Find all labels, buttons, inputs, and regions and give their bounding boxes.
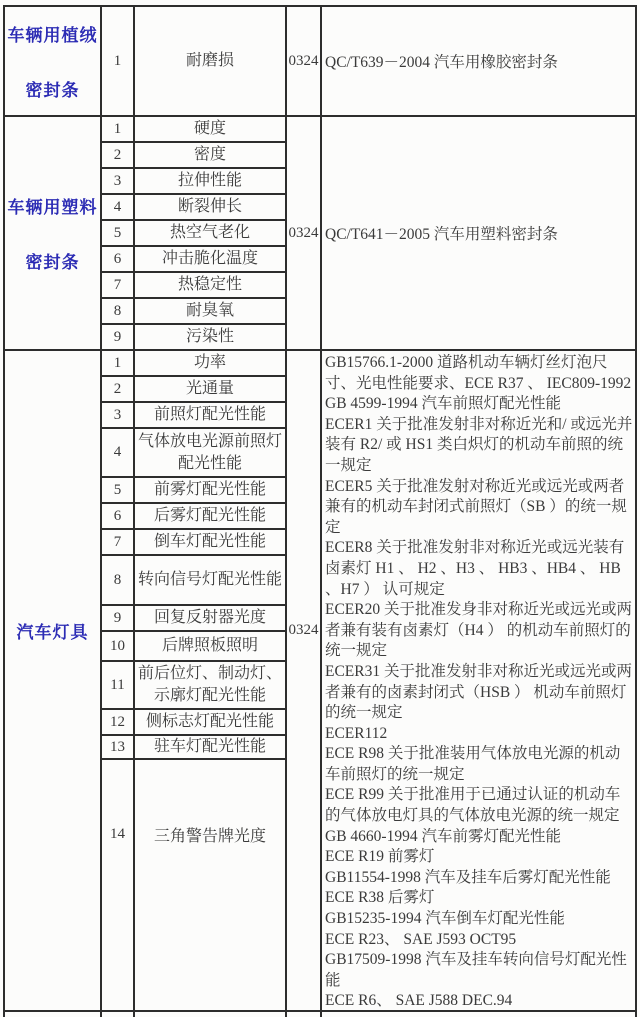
table-row [102,710,287,736]
standard-ref: GB 4660-1994 汽车前雾灯配光性能 [325,827,561,845]
standard-ref: ECE R38 后雾灯 [325,889,435,907]
standard-ref: GB15235-1994 汽车倒车灯配光性能 [325,910,565,928]
table-row [102,117,287,143]
table-row [102,478,287,504]
section-plastic-sealing-strip [5,117,635,351]
row-number: 4 [102,429,135,476]
row-number: 1 [102,117,135,141]
test-item: 冲击脆化温度 [135,247,287,271]
category-line: 密封条 [25,253,80,272]
test-item: 三角警告牌光度 [135,760,287,1010]
row-number: 2 [102,143,135,167]
row-number: 3 [102,169,135,193]
standard-ref: QC/T639－2004 汽车用橡胶密封条 [325,54,558,71]
test-item: 耐磨损 [135,7,287,115]
test-item: 拉伸性能 [135,169,287,193]
test-item: 热空气老化 [135,221,287,245]
standards-cell [322,351,635,1010]
table-row [102,299,287,325]
code-cell [287,1012,322,1017]
row-number: 10 [102,632,135,660]
table-row [102,247,287,273]
code-cell [287,117,322,349]
item-rows [102,117,287,349]
standard-ref: ECER112 [325,724,388,742]
table-row [102,403,287,429]
section-flocked-sealing-strip [5,7,635,117]
row-number: 11 [102,662,135,708]
standards-list [322,351,635,1010]
row-number: 7 [102,530,135,554]
test-item [135,1012,287,1017]
standard-ref: ECE R19 前雾灯 [325,848,435,866]
table-row [102,760,287,1010]
standard-ref: ECER1 关于批准发射非对称近光和/ 或远光并装有 R2/ 或 HS1 类白炽灯的机动车前照的统一规定 [325,415,633,474]
row-number: 12 [102,710,135,734]
row-number [102,1012,135,1017]
test-item: 功率 [135,351,287,375]
standard-ref: ECE R98 关于批准装用气体放电光源的机动车前照灯的统一规定 [325,745,621,783]
table-row [102,429,287,478]
row-number: 8 [102,556,135,604]
standard-ref: ECE R23、 SAE J593 OCT95 [325,930,517,948]
category-line: 车辆用植绒 [7,26,98,45]
standards-cell [322,1012,635,1017]
table-row [102,273,287,299]
standards-cell [322,7,635,115]
row-number: 2 [102,377,135,401]
standard-ref: GB11554-1998 汽车及挂车后雾灯配光性能 [325,868,611,886]
category-line: 密封条 [25,81,80,100]
table-row [102,169,287,195]
table-row [102,1012,287,1017]
test-item: 光通量 [135,377,287,401]
section-next-cutoff [5,1012,635,1017]
row-number: 6 [102,247,135,271]
category-line: 车辆用塑料 [7,198,98,217]
test-standards-table [3,5,637,1017]
standard-ref: ECE R6、 SAE J588 DEC.94 [325,992,513,1010]
test-item: 倒车灯配光性能 [135,530,287,554]
code-value: 0324 [288,224,319,241]
test-item: 后雾灯配光性能 [135,504,287,528]
row-number: 14 [102,760,135,1010]
table-row [102,377,287,403]
row-number: 8 [102,299,135,323]
row-number: 1 [102,7,135,115]
table-row [102,530,287,556]
test-item: 前后位灯、制动灯、示廓灯配光性能 [135,662,287,708]
table-row [102,195,287,221]
table-row [102,504,287,530]
test-item: 转向信号灯配光性能 [135,556,287,604]
section-automotive-lamps [5,351,635,1012]
standard-ref: GB15766.1-2000 道路机动车辆灯丝灯泡尺寸、光电性能要求、ECE R37 、 IEC809-1992 [325,354,632,392]
test-item: 气体放电光源前照灯配光性能 [135,429,287,476]
category-cell [5,1012,102,1017]
code-cell [287,7,322,115]
standard-ref: GB 4599-1994 汽车前照灯配光性能 [325,395,561,413]
table-row [102,606,287,632]
test-item: 密度 [135,143,287,167]
test-item: 驻车灯配光性能 [135,736,287,758]
table-row [102,736,287,760]
category-cell-plastic-sealing-strip [5,117,102,349]
test-item: 侧标志灯配光性能 [135,710,287,734]
row-number: 9 [102,325,135,349]
category-cell-flocked-sealing-strip [5,7,102,115]
standard-ref: QC/T641－2005 汽车用塑料密封条 [325,226,558,243]
row-number: 6 [102,504,135,528]
standard-ref: ECE R99 关于批准用于已通过认证的机动车的气体放电灯具的气体放电光源的统一规定 [325,786,621,825]
row-number: 3 [102,403,135,427]
test-item: 热稳定性 [135,273,287,297]
table-row [102,325,287,349]
item-rows [102,7,287,115]
table-row [102,632,287,662]
table-row [102,351,287,377]
standard-ref: ECER31 关于批准发射非对称近光或远光或两者兼有的卤素封闭式（HSB ） 机动车前照灯的统一规定 [325,662,632,722]
table-row [102,143,287,169]
test-item: 回复反射器光度 [135,606,287,630]
table-row [102,7,287,115]
standard-ref: ECER20 关于批准发身非对称近光或远光或两者兼有装有卤素灯（H4 ） 的机动车前照灯的统一规定 [325,601,632,660]
row-number: 7 [102,273,135,297]
test-item: 污染性 [135,325,287,349]
row-number: 1 [102,351,135,375]
standards-cell [322,117,635,349]
row-number: 4 [102,195,135,219]
category-line: 汽车灯具 [16,623,89,642]
standard-ref: GB17509-1998 汽车及挂车转向信号灯配光性能 [325,951,627,989]
code-cell [287,351,322,1010]
item-rows [102,351,287,1010]
test-item: 后牌照板照明 [135,632,287,660]
code-value: 0324 [288,622,319,638]
test-item: 硬度 [135,117,287,141]
row-number: 9 [102,606,135,630]
test-item: 耐臭氧 [135,299,287,323]
table-row [102,221,287,247]
table-row [102,556,287,606]
test-item: 断裂伸长 [135,195,287,219]
table-row [102,662,287,710]
item-rows [102,1012,287,1017]
standard-ref: ECER5 关于批准发射对称近光或远光或两者兼有的机动车封闭式前照灯（SB ）的统一规定 [325,477,627,536]
row-number: 5 [102,478,135,502]
test-item: 前照灯配光性能 [135,403,287,427]
row-number: 13 [102,736,135,758]
standard-ref: ECER8 关于批准发射非对称近光或远光装有卤素灯 H1 、 H2 、H3 、 HB3 、HB4 、 HB 、H7 ） 认可规定 [325,539,625,598]
test-item: 前雾灯配光性能 [135,478,287,502]
category-cell-automotive-lamps [5,351,102,1010]
code-value: 0324 [288,52,319,69]
row-number: 5 [102,221,135,245]
